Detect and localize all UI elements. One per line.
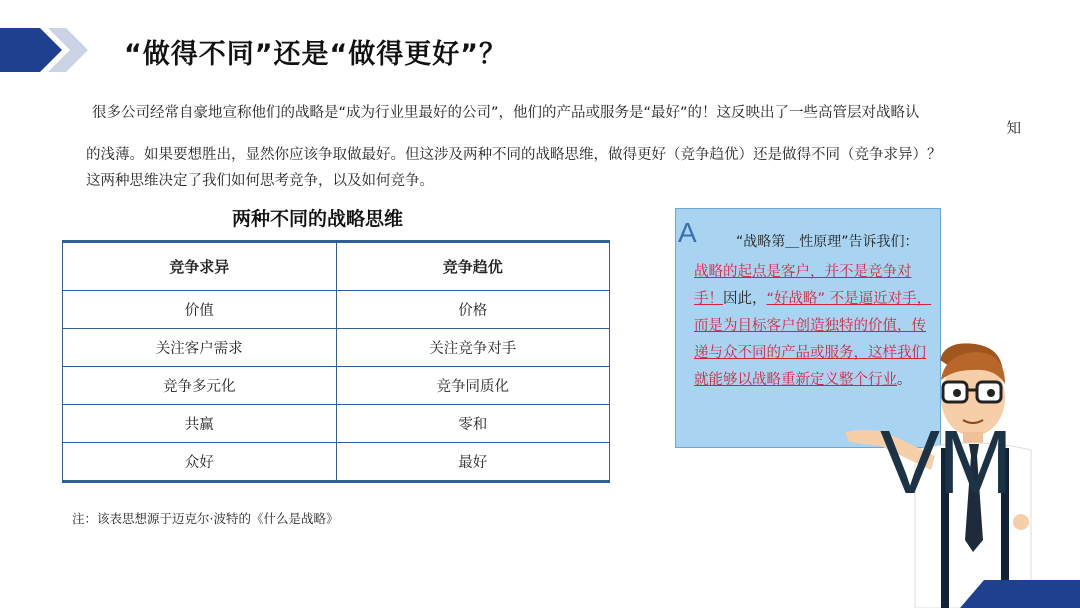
- table-cell: 竞争同质化: [336, 367, 610, 405]
- bottom-corner-decoration: [960, 580, 1080, 608]
- intro-paragraph: [86, 100, 1031, 194]
- callout-letter: A: [678, 217, 697, 248]
- intro-line-1: 很多公司经常自豪地宣称他们的战略是“成为行业里最好的公司”，他们的产品或服务是“最好”的！这反映出了一些高管层对战略认: [92, 105, 920, 121]
- table-title: 两种不同的战略思维: [232, 208, 404, 230]
- table-cell: 关注客户需求: [63, 329, 337, 367]
- intro-line-2: 的浅薄。如果要想胜出，显然你应该争取做最好。但这涉及两种不同的战略思维，做得更好（竞争趋优）还是做得不同（竞争求异）？: [86, 147, 942, 163]
- table-row: [63, 291, 610, 329]
- table-cell: 共赢: [63, 405, 337, 443]
- table-cell: 零和: [336, 405, 610, 443]
- table-cell: 价值: [63, 291, 337, 329]
- table-cell: 关注竞争对手: [336, 329, 610, 367]
- intro-line-1-tail: 知: [1006, 121, 1021, 137]
- table-row: [63, 367, 610, 405]
- table-row: [63, 405, 610, 443]
- table-row: [63, 443, 610, 482]
- callout-red-text-2: “好战略” 不是逼近对手，而是为目标客户创造独特的价值，传递与众不同的产品或服务，这样我们就能够以战略重新定义整个行业: [694, 291, 932, 388]
- table-cell: 价格: [336, 291, 610, 329]
- table-cell: 最好: [336, 443, 610, 482]
- page-title: “做得不同”还是“做得更好”？: [124, 39, 507, 70]
- callout-plain-text: 因此，: [723, 291, 767, 307]
- comparison-table: [62, 240, 610, 483]
- header-excellence: 竞争趋优: [336, 242, 610, 291]
- table-cell: 竞争多元化: [63, 367, 337, 405]
- callout-red-text-1: 战略的起点是客户，并不是竞争对手！: [694, 264, 912, 307]
- header-differentiation: 竞争求异: [63, 242, 337, 291]
- callout-heading: “战略第＿性原理”告诉我们：: [736, 234, 919, 250]
- table-row: [63, 329, 610, 367]
- corner-tab-decoration: [0, 28, 100, 72]
- table-footnote: 注：该表思想源于迈克尔·波特的《什么是战略》: [72, 511, 339, 526]
- intro-line-3: 这两种思维决定了我们如何思考竞争，以及如何竞争。: [86, 173, 434, 189]
- table-header-row: [63, 242, 610, 291]
- watermark-text: VM: [880, 413, 1011, 513]
- callout-end: 。: [897, 372, 912, 388]
- table-cell: 众好: [63, 443, 337, 482]
